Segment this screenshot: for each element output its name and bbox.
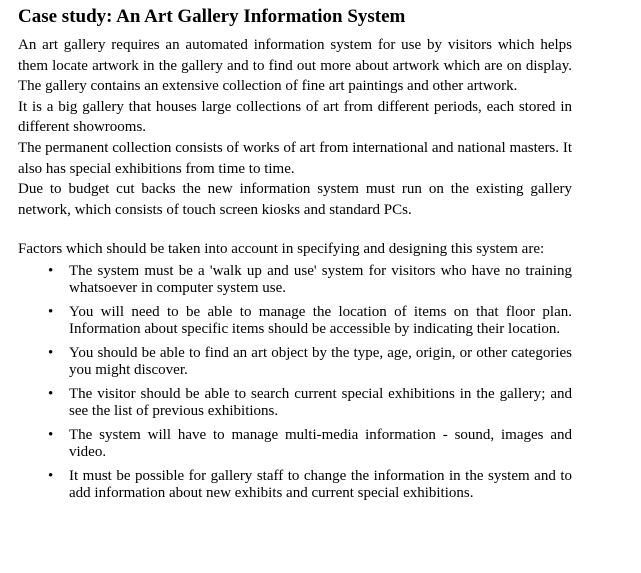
document-page	[18, 0, 572, 509]
factors-list	[18, 263, 572, 503]
list-item-text: The system will have to manage multi-media information - sound, images and video.	[69, 426, 572, 461]
list-item-text: You should be able to find an art object by the type, age, origin, or other categories you might discover.	[69, 344, 572, 379]
bullet-icon: •	[48, 344, 54, 361]
list-item	[18, 304, 572, 339]
list-item-text: The system must be a 'walk up and use' system for visitors who have no training whatsoever in computer system use.	[69, 262, 572, 297]
bullet-icon: •	[48, 303, 54, 320]
factors-intro: Factors which should be taken into account in specifying and designing this system are:	[18, 241, 545, 258]
list-item-text: It must be possible for gallery staff to change the information in the system and to add information about new exhibits and current special exhibitions.	[69, 467, 572, 502]
spacer	[18, 220, 572, 241]
list-item-text: You will need to be able to manage the location of items on that floor plan. Information about specific items should be accessible by indicating their location.	[69, 303, 572, 338]
paragraph-gallery-size: It is a big gallery that houses large collections of art from different periods, each stored in different showrooms.	[18, 98, 572, 136]
bullet-icon: •	[48, 262, 54, 279]
paragraph-budget: Due to budget cut backs the new information system must run on the existing gallery network, which consists of touch screen kiosks and standard PCs.	[18, 181, 572, 218]
paragraph-permanent-collection: The permanent collection consists of works of art from international and national masters. It also has special exhibitions from time to time.	[18, 139, 572, 177]
bullet-icon: •	[48, 426, 54, 443]
list-item-text: The visitor should be able to search current special exhibitions in the gallery; and see the list of previous exhibitions.	[69, 385, 572, 420]
bullet-icon: •	[48, 385, 54, 402]
bullet-icon: •	[48, 467, 54, 484]
page-title: Case study: An Art Gallery Information System	[18, 6, 406, 27]
list-item	[18, 468, 572, 503]
list-item	[18, 386, 572, 421]
list-item	[18, 427, 572, 462]
list-item	[18, 263, 572, 298]
paragraph-intro: An art gallery requires an automated information system for use by visitors which helps them locate artwork in the gallery and to find out more about artwork which are on display. The gallery contains an extensive collection of fine art paintings and other artwork.	[18, 37, 572, 95]
list-item	[18, 345, 572, 380]
